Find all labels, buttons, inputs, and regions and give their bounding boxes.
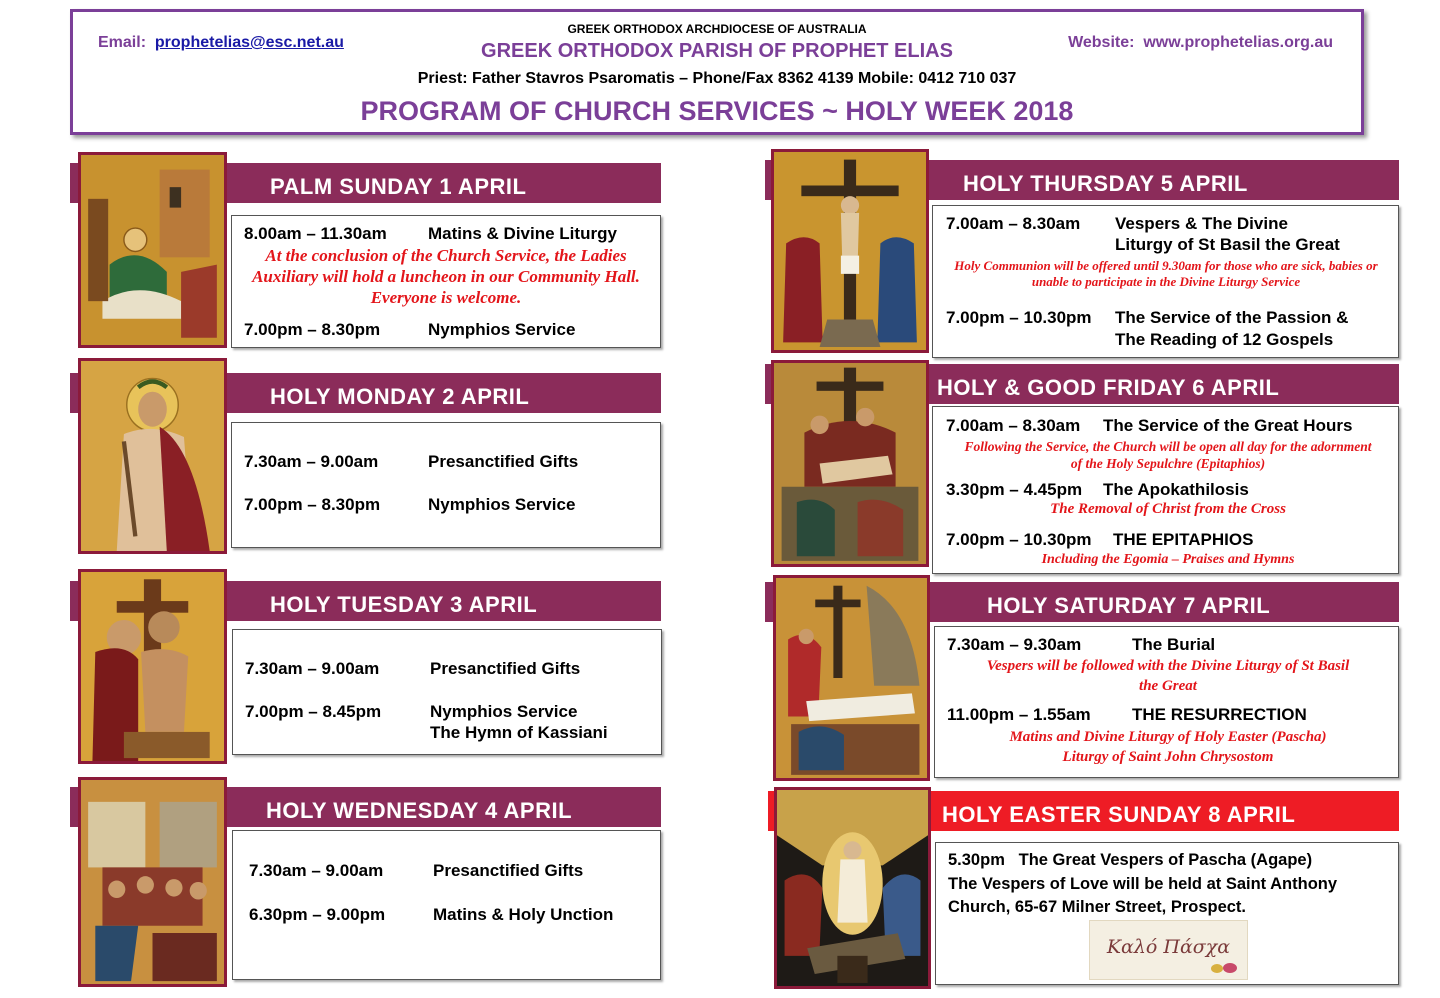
holy-monday-s1-time: 7.30am – 9.00am [244,452,379,471]
holy-wednesday-s1-name: Presanctified Gifts [433,861,584,880]
website-link[interactable]: www.prophetelias.org.au [1143,34,1333,51]
holy-saturday-note1: Vespers will be followed with the Divine Liturgy of St Basil the Great [986,658,1350,694]
holy-saturday-note2b: Liturgy of Saint John Chrysostom [1062,749,1274,765]
good-friday-title: HOLY & GOOD FRIDAY 6 APRIL [937,375,1280,400]
holy-monday-s1-name: Presanctified Gifts [428,452,579,471]
header-box [70,9,1364,135]
kalo-pascha-card [1089,920,1248,980]
easter-egg-icon [1211,964,1223,973]
holy-saturday-title: HOLY SATURDAY 7 APRIL [987,593,1271,618]
holy-thursday-icon [771,149,929,353]
website-label: Website: [1068,34,1135,51]
holy-wednesday-s2-name: Matins & Holy Unction [433,905,614,924]
holy-wednesday-s1-time: 7.30am – 9.00am [249,861,384,880]
palm-sunday-note: At the conclusion of the Church Service, the Ladies Auxiliary will hold a luncheon in our Community Hall. Everyone is welcome. [252,246,640,307]
email-link[interactable]: prophetelias@esc.net.au [154,34,344,51]
easter-sunday-s1-time: 5.30pm [948,851,1005,869]
holy-tuesday-s1-name: Presanctified Gifts [430,659,581,678]
good-friday-icon [771,360,929,567]
parish-name: GREEK ORTHODOX PARISH OF PROPHET ELIAS [481,40,953,62]
palm-sunday-s2-name: Nymphios Service [428,320,576,339]
program-title: PROGRAM OF CHURCH SERVICES ~ HOLY WEEK 2018 [360,96,1074,126]
holy-thursday-s1-name: Vespers & The Divine [1115,214,1288,233]
good-friday-note1: Following the Service, the Church will be open all day for the adornment of the Holy Sepulchre (Epitaphios) [964,439,1372,471]
palm-sunday-s2-time: 7.00pm – 8.30pm [244,320,381,339]
holy-tuesday-s2-time: 7.00pm – 8.45pm [245,702,382,721]
holy-thursday-s1-name2: Liturgy of St Basil the Great [1115,235,1340,254]
holy-wednesday-s2-time: 6.30pm – 9.00pm [249,905,386,924]
holy-saturday-s2-name: THE RESURRECTION [1132,705,1307,724]
good-friday-s3-name: THE EPITAPHIOS [1113,530,1254,549]
holy-tuesday-s1-time: 7.30am – 9.00am [245,659,380,678]
holy-tuesday-s2-name: Nymphios Service [430,702,578,721]
priest-contact: Priest: Father Stavros Psaromatis – Phone/Fax 8362 4139 Mobile: 0412 710 037 [417,70,1017,87]
holy-thursday-note: Holy Communion will be offered until 9.30am for those who are sick, babies or unable to participate in the Divine Liturgy Service [954,258,1378,289]
good-friday-s2-time: 3.30pm – 4.45pm [946,480,1083,499]
easter-sunday-line2: The Vespers of Love will be held at Saint Anthony [948,875,1338,893]
easter-sunday-s1-name: The Great Vespers of Pascha (Agape) [1018,851,1313,869]
easter-sunday-title: HOLY EASTER SUNDAY 8 APRIL [942,802,1296,827]
easter-sunday-icon [774,787,931,989]
holy-saturday-icon [773,575,930,781]
good-friday-s1-name: The Service of the Great Hours [1103,416,1353,435]
holy-tuesday-title: HOLY TUESDAY 3 APRIL [270,592,538,617]
palm-sunday-icon [78,152,227,348]
holy-monday-title: HOLY MONDAY 2 APRIL [270,384,530,409]
holy-wednesday-icon [78,777,227,987]
palm-sunday-s1-time: 8.00am – 11.30am [244,224,387,243]
holy-thursday-s2-name2: The Reading of 12 Gospels [1115,330,1334,349]
easter-sunday-line3: Church, 65-67 Milner Street, Prospect. [948,898,1247,916]
good-friday-s3-time: 7.00pm – 10.30pm [946,530,1092,549]
holy-saturday-note2a: Matins and Divine Liturgy of Holy Easter (Pascha) [1009,729,1327,745]
holy-saturday-s1-time: 7.30am – 9.30am [947,635,1082,654]
good-friday-s1-time: 7.00am – 8.30am [946,416,1081,435]
holy-monday-s2-time: 7.00pm – 8.30pm [244,495,381,514]
easter-egg-icon [1223,963,1237,973]
good-friday-note3: Including the Egomia – Praises and Hymns [1041,552,1295,567]
good-friday-note2: The Removal of Christ from the Cross [1050,501,1286,517]
kalo-pascha-greeting: Καλό Πάσχα [1106,936,1231,958]
holy-saturday-s2-time: 11.00pm – 1.55am [947,705,1091,724]
holy-tuesday-icon [78,569,227,764]
holy-thursday-s1-time: 7.00am – 8.30am [946,214,1081,233]
holy-thursday-s2-name: The Service of the Passion & [1115,308,1349,327]
holy-thursday-title: HOLY THURSDAY 5 APRIL [963,171,1248,196]
holy-monday-s2-name: Nymphios Service [428,495,576,514]
holy-saturday-s1-name: The Burial [1132,635,1216,654]
holy-monday-box [231,422,661,548]
palm-sunday-s1-name: Matins & Divine Liturgy [428,224,617,243]
website-line [1068,34,1333,52]
palm-sunday-title: PALM SUNDAY 1 APRIL [270,174,527,199]
holy-wednesday-title: HOLY WEDNESDAY 4 APRIL [266,798,573,823]
holy-tuesday-s2-name2: The Hymn of Kassiani [430,723,608,742]
good-friday-s2-name: The Apokathilosis [1103,480,1249,499]
email-label: Email: [98,34,147,51]
holy-thursday-s2-time: 7.00pm – 10.30pm [946,308,1092,327]
holy-monday-icon [78,358,227,554]
archdiocese-label: GREEK ORTHODOX ARCHDIOCESE OF AUSTRALIA [567,22,867,36]
easter-sunday-s1 [948,851,1312,870]
